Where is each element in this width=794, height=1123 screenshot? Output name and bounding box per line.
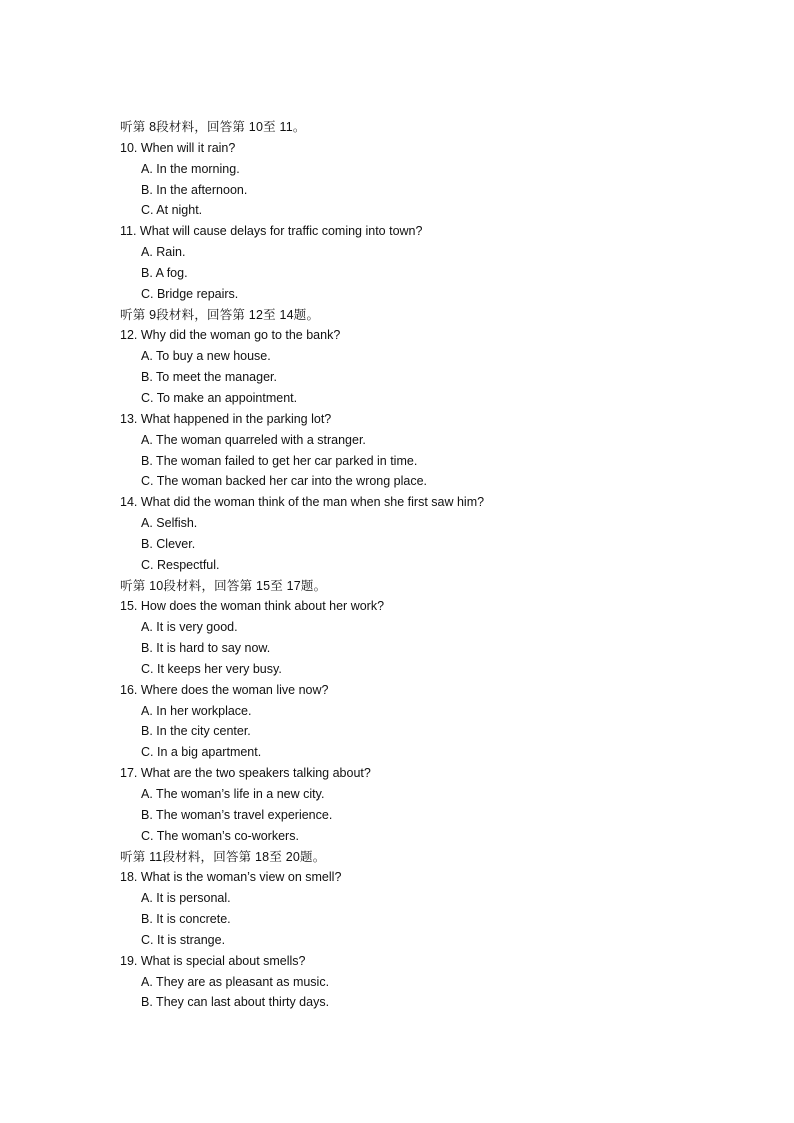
listening-questions xyxy=(120,117,720,1013)
question-12-option-b: B. To meet the manager. xyxy=(141,370,277,385)
question-18: 18. What is the woman’s view on smell? xyxy=(120,870,342,885)
question-18-option-a: A. It is personal. xyxy=(141,891,231,906)
question-12: 12. Why did the woman go to the bank? xyxy=(120,328,341,343)
question-14: 14. What did the woman think of the man when she first saw him? xyxy=(120,495,485,510)
question-15-option-c: C. It keeps her very busy. xyxy=(141,661,282,676)
question-10: 10. When will it rain? xyxy=(120,140,236,155)
section-heading: 听第 11段材料，回答第 18至 20题。 xyxy=(120,849,326,864)
question-13: 13. What happened in the parking lot? xyxy=(120,411,332,426)
question-10-option-b: B. In the afternoon. xyxy=(141,182,248,197)
question-15-option-a: A. It is very good. xyxy=(141,620,238,635)
question-14-option-b: B. Clever. xyxy=(141,536,196,551)
question-18-option-c: C. It is strange. xyxy=(141,932,226,947)
question-16: 16. Where does the woman live now? xyxy=(120,682,329,697)
section-heading: 听第 8段材料，回答第 10至 11。 xyxy=(120,120,306,134)
question-10-option-a: A. In the morning. xyxy=(141,161,240,176)
question-13-option-c: C. The woman backed her car into the wrong place. xyxy=(141,474,428,489)
question-17-option-c: C. The woman’s co-workers. xyxy=(141,828,299,843)
question-16-option-b: B. In the city center. xyxy=(141,724,251,739)
section-heading: 听第 10段材料，回答第 15至 17题。 xyxy=(120,578,327,593)
question-17: 17. What are the two speakers talking about? xyxy=(120,766,371,781)
question-11: 11. What will cause delays for traffic coming into town? xyxy=(120,224,423,239)
question-19: 19. What is special about smells? xyxy=(120,953,306,968)
question-15-option-b: B. It is hard to say now. xyxy=(141,641,271,656)
question-13-option-a: A. The woman quarreled with a stranger. xyxy=(141,432,366,447)
question-12-option-a: A. To buy a new house. xyxy=(141,349,271,364)
question-18-option-b: B. It is concrete. xyxy=(141,912,231,927)
question-19-option-a: A. They are as pleasant as music. xyxy=(141,974,330,989)
question-11-option-a: A. Rain. xyxy=(141,245,186,260)
question-16-option-a: A. In her workplace. xyxy=(141,703,252,718)
question-19-option-b: B. They can last about thirty days. xyxy=(141,995,330,1010)
question-17-option-a: A. The woman’s life in a new city. xyxy=(141,787,325,801)
question-17-option-b: B. The woman’s travel experience. xyxy=(141,807,333,822)
question-11-option-c: C. Bridge repairs. xyxy=(141,286,239,301)
question-15: 15. How does the woman think about her work? xyxy=(120,599,385,614)
question-12-option-c: C. To make an appointment. xyxy=(141,390,298,405)
question-14-option-c: C. Respectful. xyxy=(141,557,220,572)
question-16-option-c: C. In a big apartment. xyxy=(141,745,262,760)
section-heading: 听第 9段材料，回答第 12至 14题。 xyxy=(120,307,320,322)
question-13-option-b: B. The woman failed to get her car parked in time. xyxy=(141,453,418,468)
question-14-option-a: A. Selfish. xyxy=(141,516,198,531)
question-11-option-b: B. A fog. xyxy=(141,265,188,280)
question-10-option-c: C. At night. xyxy=(141,203,203,218)
